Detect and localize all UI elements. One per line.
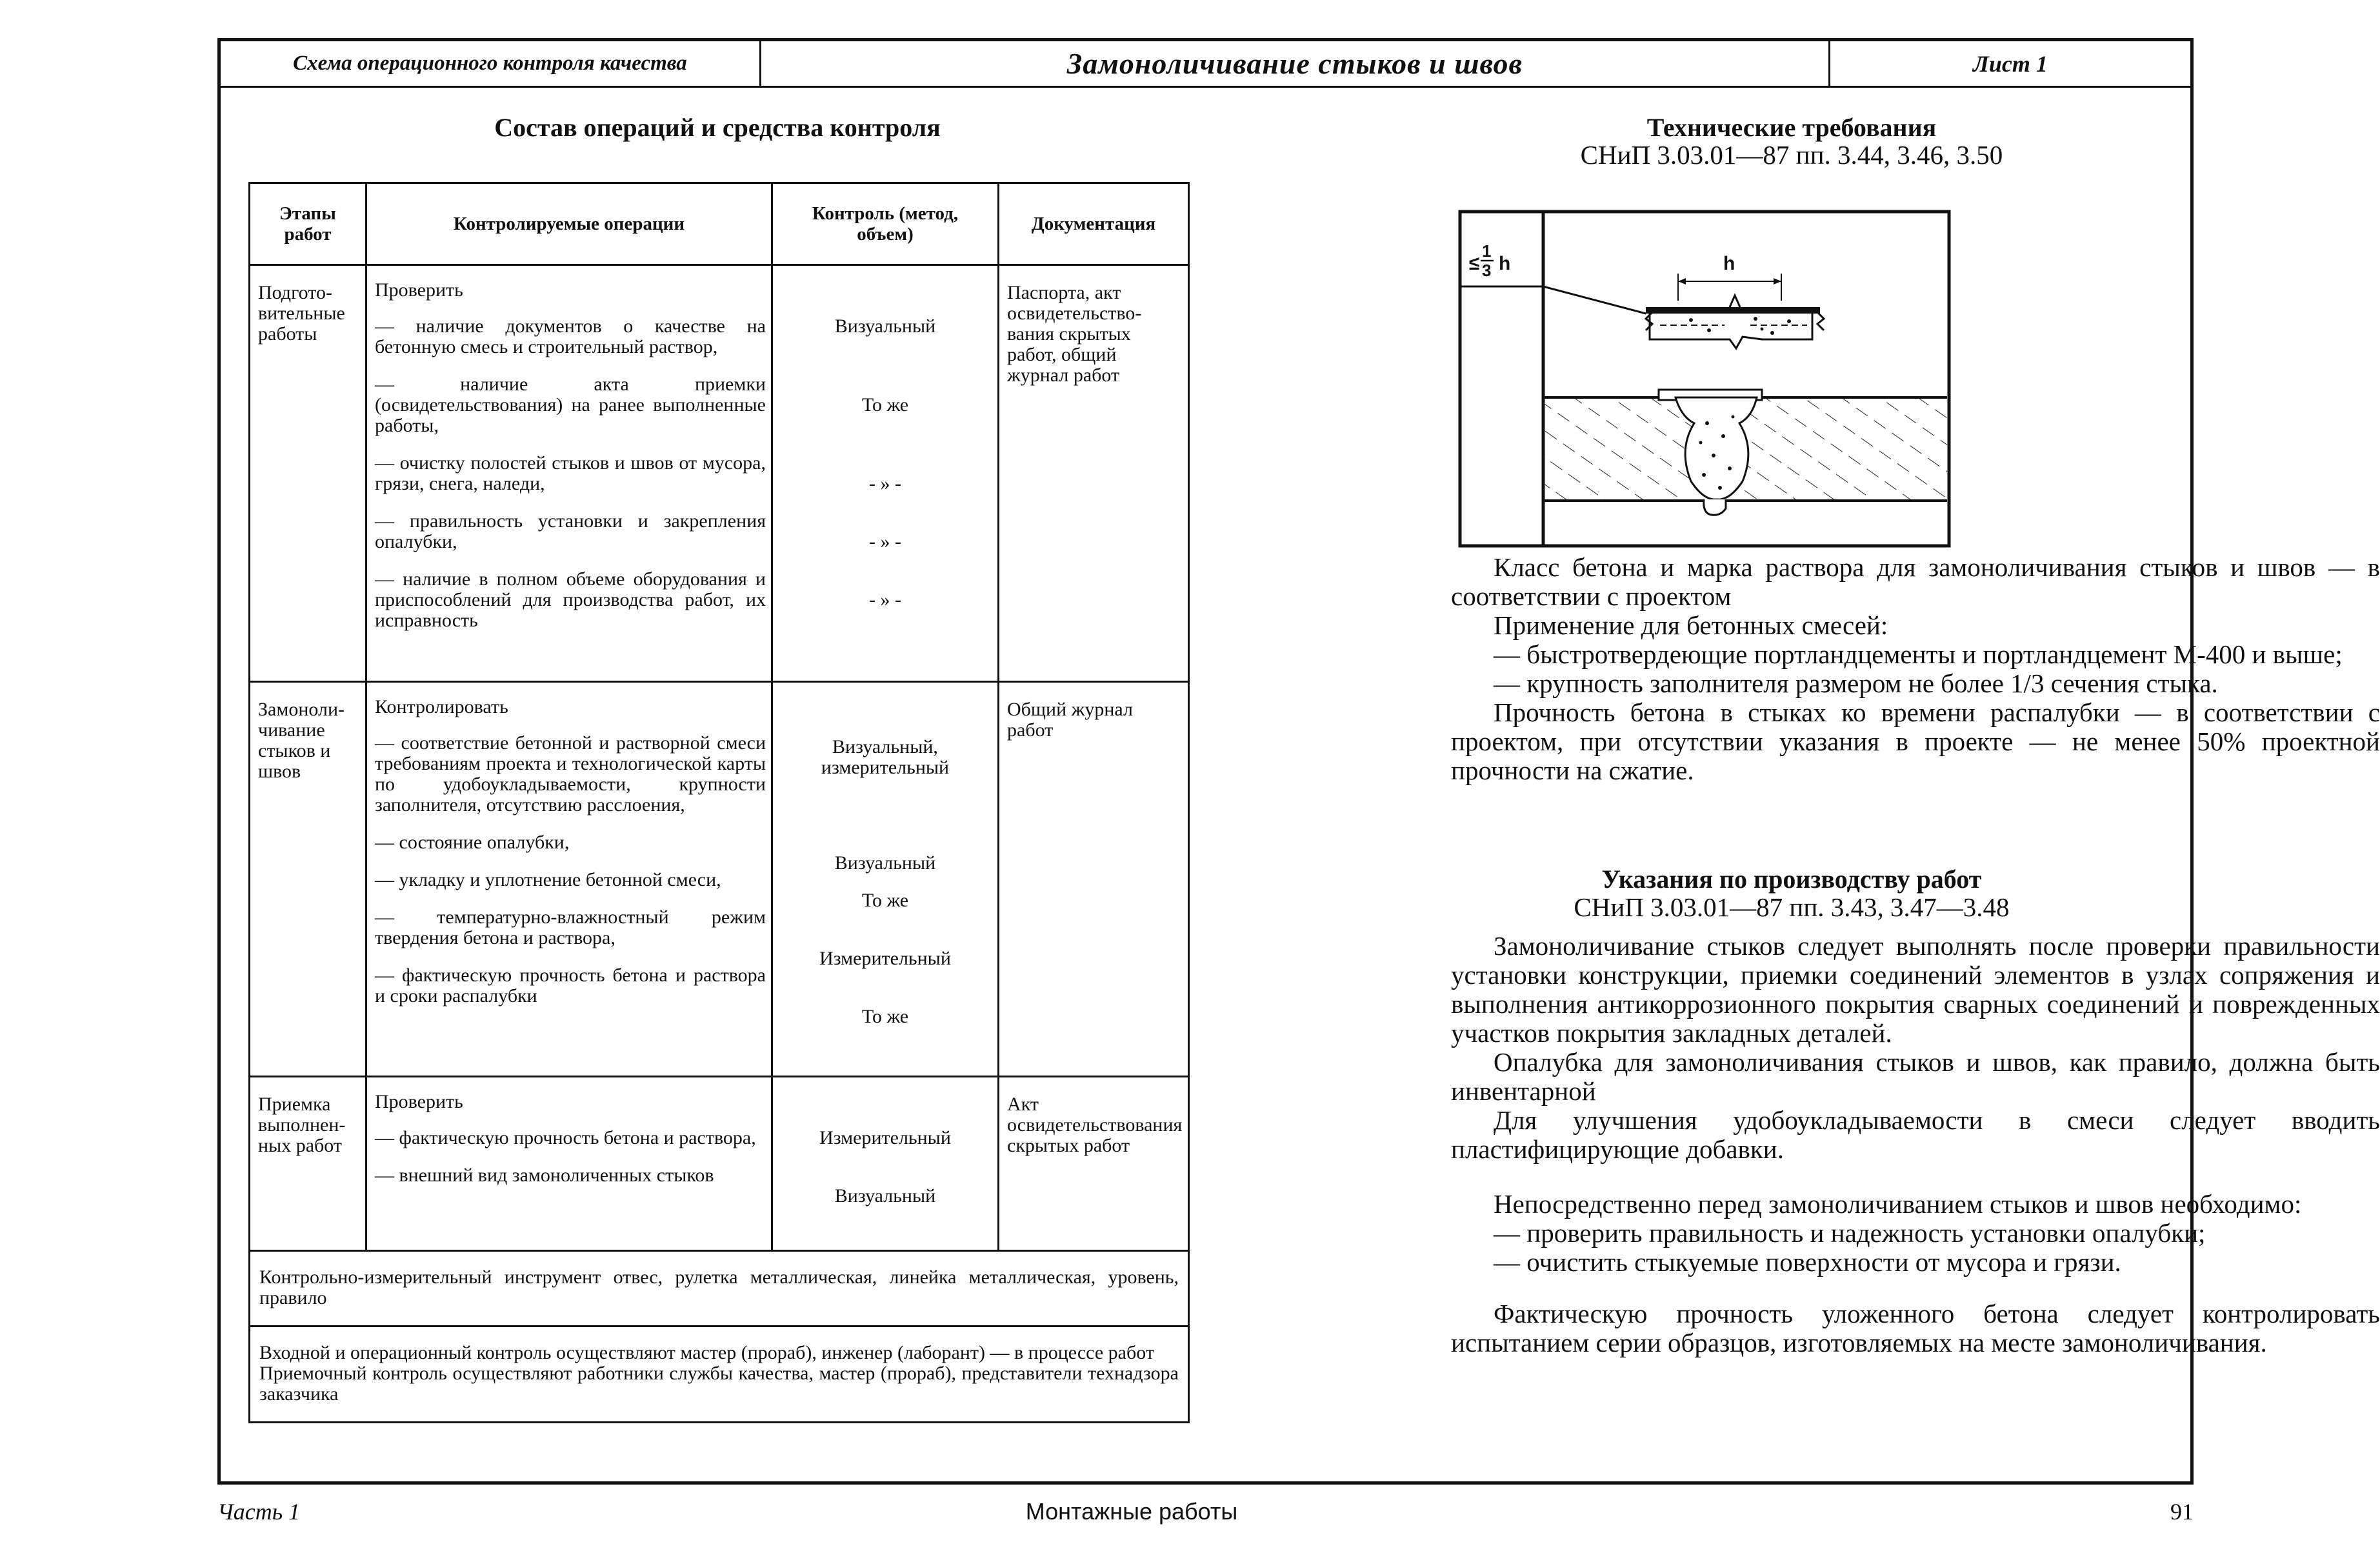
before-work-text: [1451, 1190, 2380, 1277]
control-method: Визуальный: [834, 1185, 936, 1207]
stage-cell: Приемка выполнен-ных работ: [250, 1077, 366, 1251]
svg-text:3: 3: [1482, 261, 1492, 280]
operation-item: — правильность установки и закрепления опалубки,: [375, 510, 766, 552]
control-method: - » -: [869, 589, 901, 610]
joint-section-diagram: [1459, 210, 1950, 547]
footer-part: Часть 1: [217, 1499, 301, 1525]
documentation-cell: Акт освидетельствования скрытых работ: [999, 1077, 1189, 1251]
table-row: [250, 265, 1189, 682]
col-header-control: Контроль (метод, объем): [772, 183, 999, 265]
tech-paragraph: Прочность бетона в стыках ко времени распалубки — в соответствии с проектом, при отсутствии указания в проекте — не менее 50% проектной прочности на сжатие.: [1451, 697, 2380, 785]
control-method: Визуальный: [834, 852, 936, 874]
tech-paragraph: Класс бетона и марка раствора для замоноличивания стыков и швов — в соответствии с проектом: [1451, 552, 2380, 611]
operation-item: — соответствие бетонной и растворной смеси требованиям проекта и технологической карты по удобоукладываемости, крупности заполнителя, отсутствию расслоения,: [375, 732, 766, 816]
control-cell: [772, 265, 999, 682]
svg-text:h: h: [1499, 253, 1511, 274]
joint-detail-magnified: [1646, 253, 1824, 348]
operations-cell: [366, 682, 772, 1077]
operation-item: — очистку полостей стыков и швов от мусора, грязи, снега, наледи,: [375, 452, 766, 494]
before-intro: Непосредственно перед замоноличиванием стыков и швов необходимо:: [1494, 1189, 2302, 1219]
tech-paragraph: Применение для бетонных смесей:: [1494, 610, 1888, 640]
control-method: Визуальный: [834, 315, 936, 337]
table-header-row: [250, 183, 1189, 265]
operations-intro: Контролировать: [375, 696, 508, 717]
table-row: [250, 1251, 1189, 1327]
work-instructions-title: Указания по производству работ: [1601, 865, 1982, 894]
table-row: [250, 1327, 1189, 1423]
operation-item: — температурно-влажностный режим твердения бетона и раствора,: [375, 906, 766, 948]
tech-paragraph: — быстротвердеющие портландцементы и портландцемент М-400 и выше;: [1494, 639, 2343, 669]
control-method: Измерительный: [819, 1127, 951, 1148]
svg-text:≤: ≤: [1469, 253, 1480, 274]
operation-item: — фактическую прочность бетона и раствора,: [375, 1127, 756, 1148]
operation-item: — фактическую прочность бетона и раствора и сроки распалубки: [375, 965, 766, 1006]
control-method: То же: [861, 890, 909, 911]
stage-cell: Подгото-вительные работы: [250, 265, 366, 682]
control-note: Входной и операционный контроль осуществляют мастер (прораб), инженер (лаборант) — в процессе работ: [259, 1342, 1154, 1363]
stage-cell: Замоноли-чивание стыков и швов: [250, 682, 366, 1077]
control-method: То же: [861, 1006, 909, 1027]
col-header-operations: Контролируемые операции: [366, 183, 772, 265]
operations-intro: Проверить: [375, 1091, 463, 1112]
operation-item: — наличие акта приемки (освидетельствования) на ранее выполненные работы,: [375, 374, 766, 436]
final-paragraph: Фактическую прочность уложенного бетона следует контролировать испытанием серии образцов, изготовляемых на месте замоноличивания.: [1451, 1299, 2380, 1357]
operation-item: — состояние опалубки,: [375, 832, 570, 853]
tech-requirements-title: Технические требования: [1646, 113, 1937, 142]
work-paragraph: Замоноличивание стыков следует выполнять после проверки правильности установки конструкции, приемки соединений элементов в узлах сопряжения и выполнения антикоррозионного покрытия сварных соединений и поврежденных участков покрытия закладных деталей.: [1451, 931, 2380, 1048]
documentation-cell: Паспорта, акт освидетельство-вания скрытых работ, общий журнал работ: [999, 265, 1189, 682]
control-cell: [772, 1077, 999, 1251]
work-paragraph: Для улучшения удобоукладываемости в смеси следует вводить пластифицирующие добавки.: [1451, 1105, 2380, 1164]
operations-intro: Проверить: [375, 279, 463, 301]
header-bar: [221, 41, 2190, 88]
before-item: — проверить правильность и надежность установки опалубки;: [1494, 1218, 2206, 1248]
operations-cell: [366, 1077, 772, 1251]
footer-section: Монтажные работы: [1025, 1498, 1238, 1525]
slab-section: [1543, 390, 1947, 515]
operations-cell: [366, 265, 772, 682]
control-method: - » -: [869, 531, 901, 552]
limit-label: [1469, 241, 1510, 280]
control-notes-cell: [250, 1327, 1189, 1423]
control-method: - » -: [869, 473, 901, 494]
tech-requirements-ref: СНиП 3.03.01—87 пп. 3.44, 3.46, 3.50: [1580, 140, 2003, 170]
control-cell: [772, 682, 999, 1077]
control-note: Приемочный контроль осуществляют работники службы качества, мастер (прораб), представители технадзора заказчика: [259, 1363, 1179, 1405]
svg-text:1: 1: [1482, 241, 1492, 261]
tech-paragraph: — крупность заполнителя размером не более 1/3 сечения стыка.: [1494, 668, 2218, 698]
control-method: Визуальный, измерительный: [821, 736, 950, 778]
col-header-documentation: Документация: [999, 183, 1189, 265]
tech-requirements-text: [1451, 553, 2380, 785]
operation-item: — наличие документов о качестве на бетонную смесь и строительный раствор,: [375, 315, 766, 357]
work-instructions-text: [1451, 932, 2380, 1164]
scheme-label: Схема операционного контроля качества: [221, 41, 761, 86]
operation-item: — внешний вид замоноличенных стыков: [375, 1165, 714, 1186]
dim-label: h: [1723, 253, 1735, 274]
control-method: То же: [861, 394, 909, 416]
operation-item: — укладку и уплотнение бетонной смеси,: [375, 869, 721, 890]
operation-item: — наличие в полном объеме оборудования и приспособлений для производства работ, их исправность: [375, 568, 766, 631]
control-method: Измерительный: [819, 948, 951, 969]
page-number: 91: [2170, 1499, 2194, 1525]
table-row: [250, 1077, 1189, 1251]
documentation-cell: Общий журнал работ: [999, 682, 1189, 1077]
operations-section-title: Состав операций и средства контроля: [494, 113, 941, 142]
table-row: [250, 682, 1189, 1077]
work-paragraph: Опалубка для замоноличивания стыков и швов, как правило, должна быть инвентарной: [1451, 1047, 2380, 1106]
sheet-number: Лист 1: [1973, 50, 2048, 77]
col-header-stages: Этапы работ: [250, 183, 366, 265]
page-frame: [217, 38, 2380, 1485]
instruments-note: Контрольно-измерительный инструмент отвес, рулетка металлическая, линейка металлическая, уровень, правило: [250, 1251, 1189, 1327]
document-title: Замоноличивание стыков и швов: [761, 41, 1830, 86]
final-text: [1451, 1299, 2380, 1357]
operations-table: [248, 182, 1190, 1423]
work-instructions-ref: СНиП 3.03.01—87 пп. 3.43, 3.47—3.48: [1574, 892, 2010, 922]
before-item: — очистить стыкуемые поверхности от мусора и грязи.: [1494, 1247, 2121, 1277]
